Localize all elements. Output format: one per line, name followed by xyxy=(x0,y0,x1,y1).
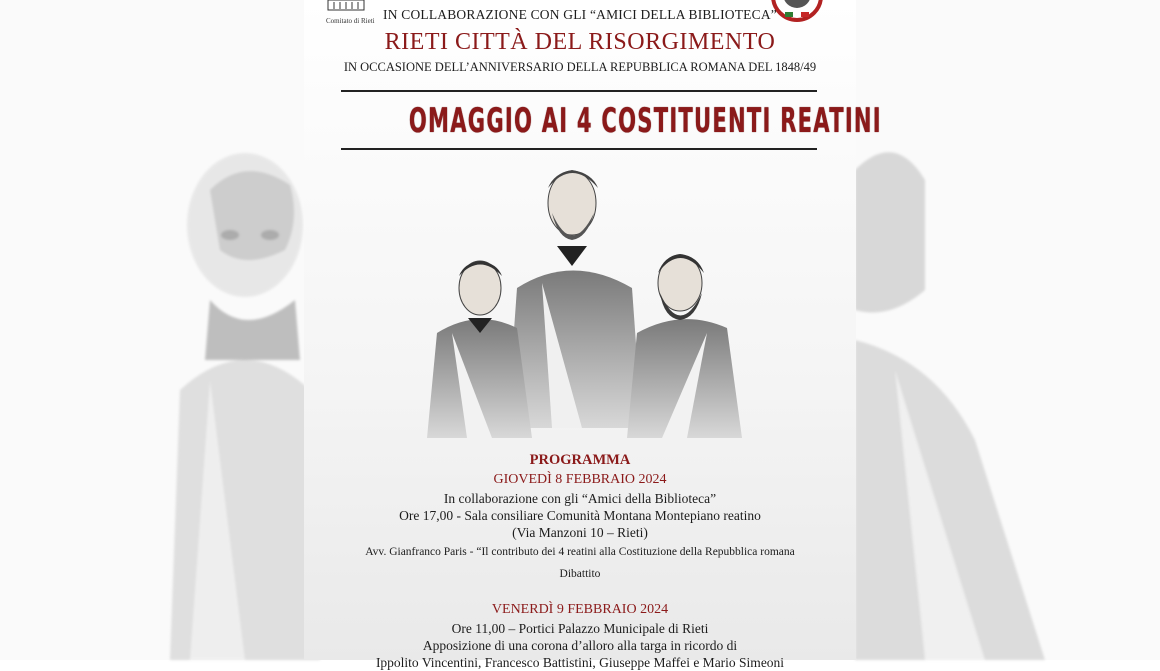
right-figure xyxy=(627,254,742,438)
day1-debate: Dibattito xyxy=(559,568,601,580)
divider-bottom xyxy=(341,148,817,150)
backdrop-portrait-left xyxy=(150,130,320,660)
occasion-line: IN OCCASIONE DELL’ANNIVERSARIO DELLA REPUBBLICA ROMANA DEL 1848/49 xyxy=(343,60,817,74)
day1-time-place: Ore 17,00 - Sala consiliare Comunità Montana Montepiano reatino xyxy=(399,508,761,523)
event-poster xyxy=(304,0,882,670)
day2-date: VENERDÌ 9 FEBBRAIO 2024 xyxy=(491,602,669,617)
day1-address: (Via Manzoni 10 – Rieti) xyxy=(512,525,648,540)
logo-caption: Comitato di Rieti xyxy=(326,17,375,25)
backdrop-portrait-right xyxy=(855,110,1055,660)
homage-title: OMAGGIO AI 4 COSTITUENTI REATINI xyxy=(408,101,882,141)
day2-time-place: Ore 11,00 – Portici Palazzo Municipale di Rieti xyxy=(451,621,709,636)
portrait-engraving xyxy=(422,158,750,443)
program-heading: PROGRAMMA xyxy=(529,452,631,468)
day2-ceremony: Apposizione di una corona d’alloro alla targa in ricordo di xyxy=(422,638,738,653)
city-title: RIETI CITTÀ DEL RISORGIMENTO xyxy=(384,29,776,55)
left-figure xyxy=(427,261,532,438)
day1-collab-line: In collaborazione con gli “Amici della Biblioteca” xyxy=(443,491,717,506)
center-figure xyxy=(507,170,642,428)
day2-names: Ippolito Vincentini, Francesco Battistini, Giuseppe Maffei e Mario Simeoni xyxy=(375,655,785,670)
divider-top xyxy=(341,90,817,92)
collaboration-line: IN COLLABORAZIONE CON GLI “AMICI DELLA BIBLIOTECA” xyxy=(383,7,777,22)
day1-date: GIOVEDÌ 8 FEBBRAIO 2024 xyxy=(493,472,667,487)
day1-talk: Avv. Gianfranco Paris - “Il contributo dei 4 reatini alla Costituzione della Repubblica romana xyxy=(365,546,795,558)
